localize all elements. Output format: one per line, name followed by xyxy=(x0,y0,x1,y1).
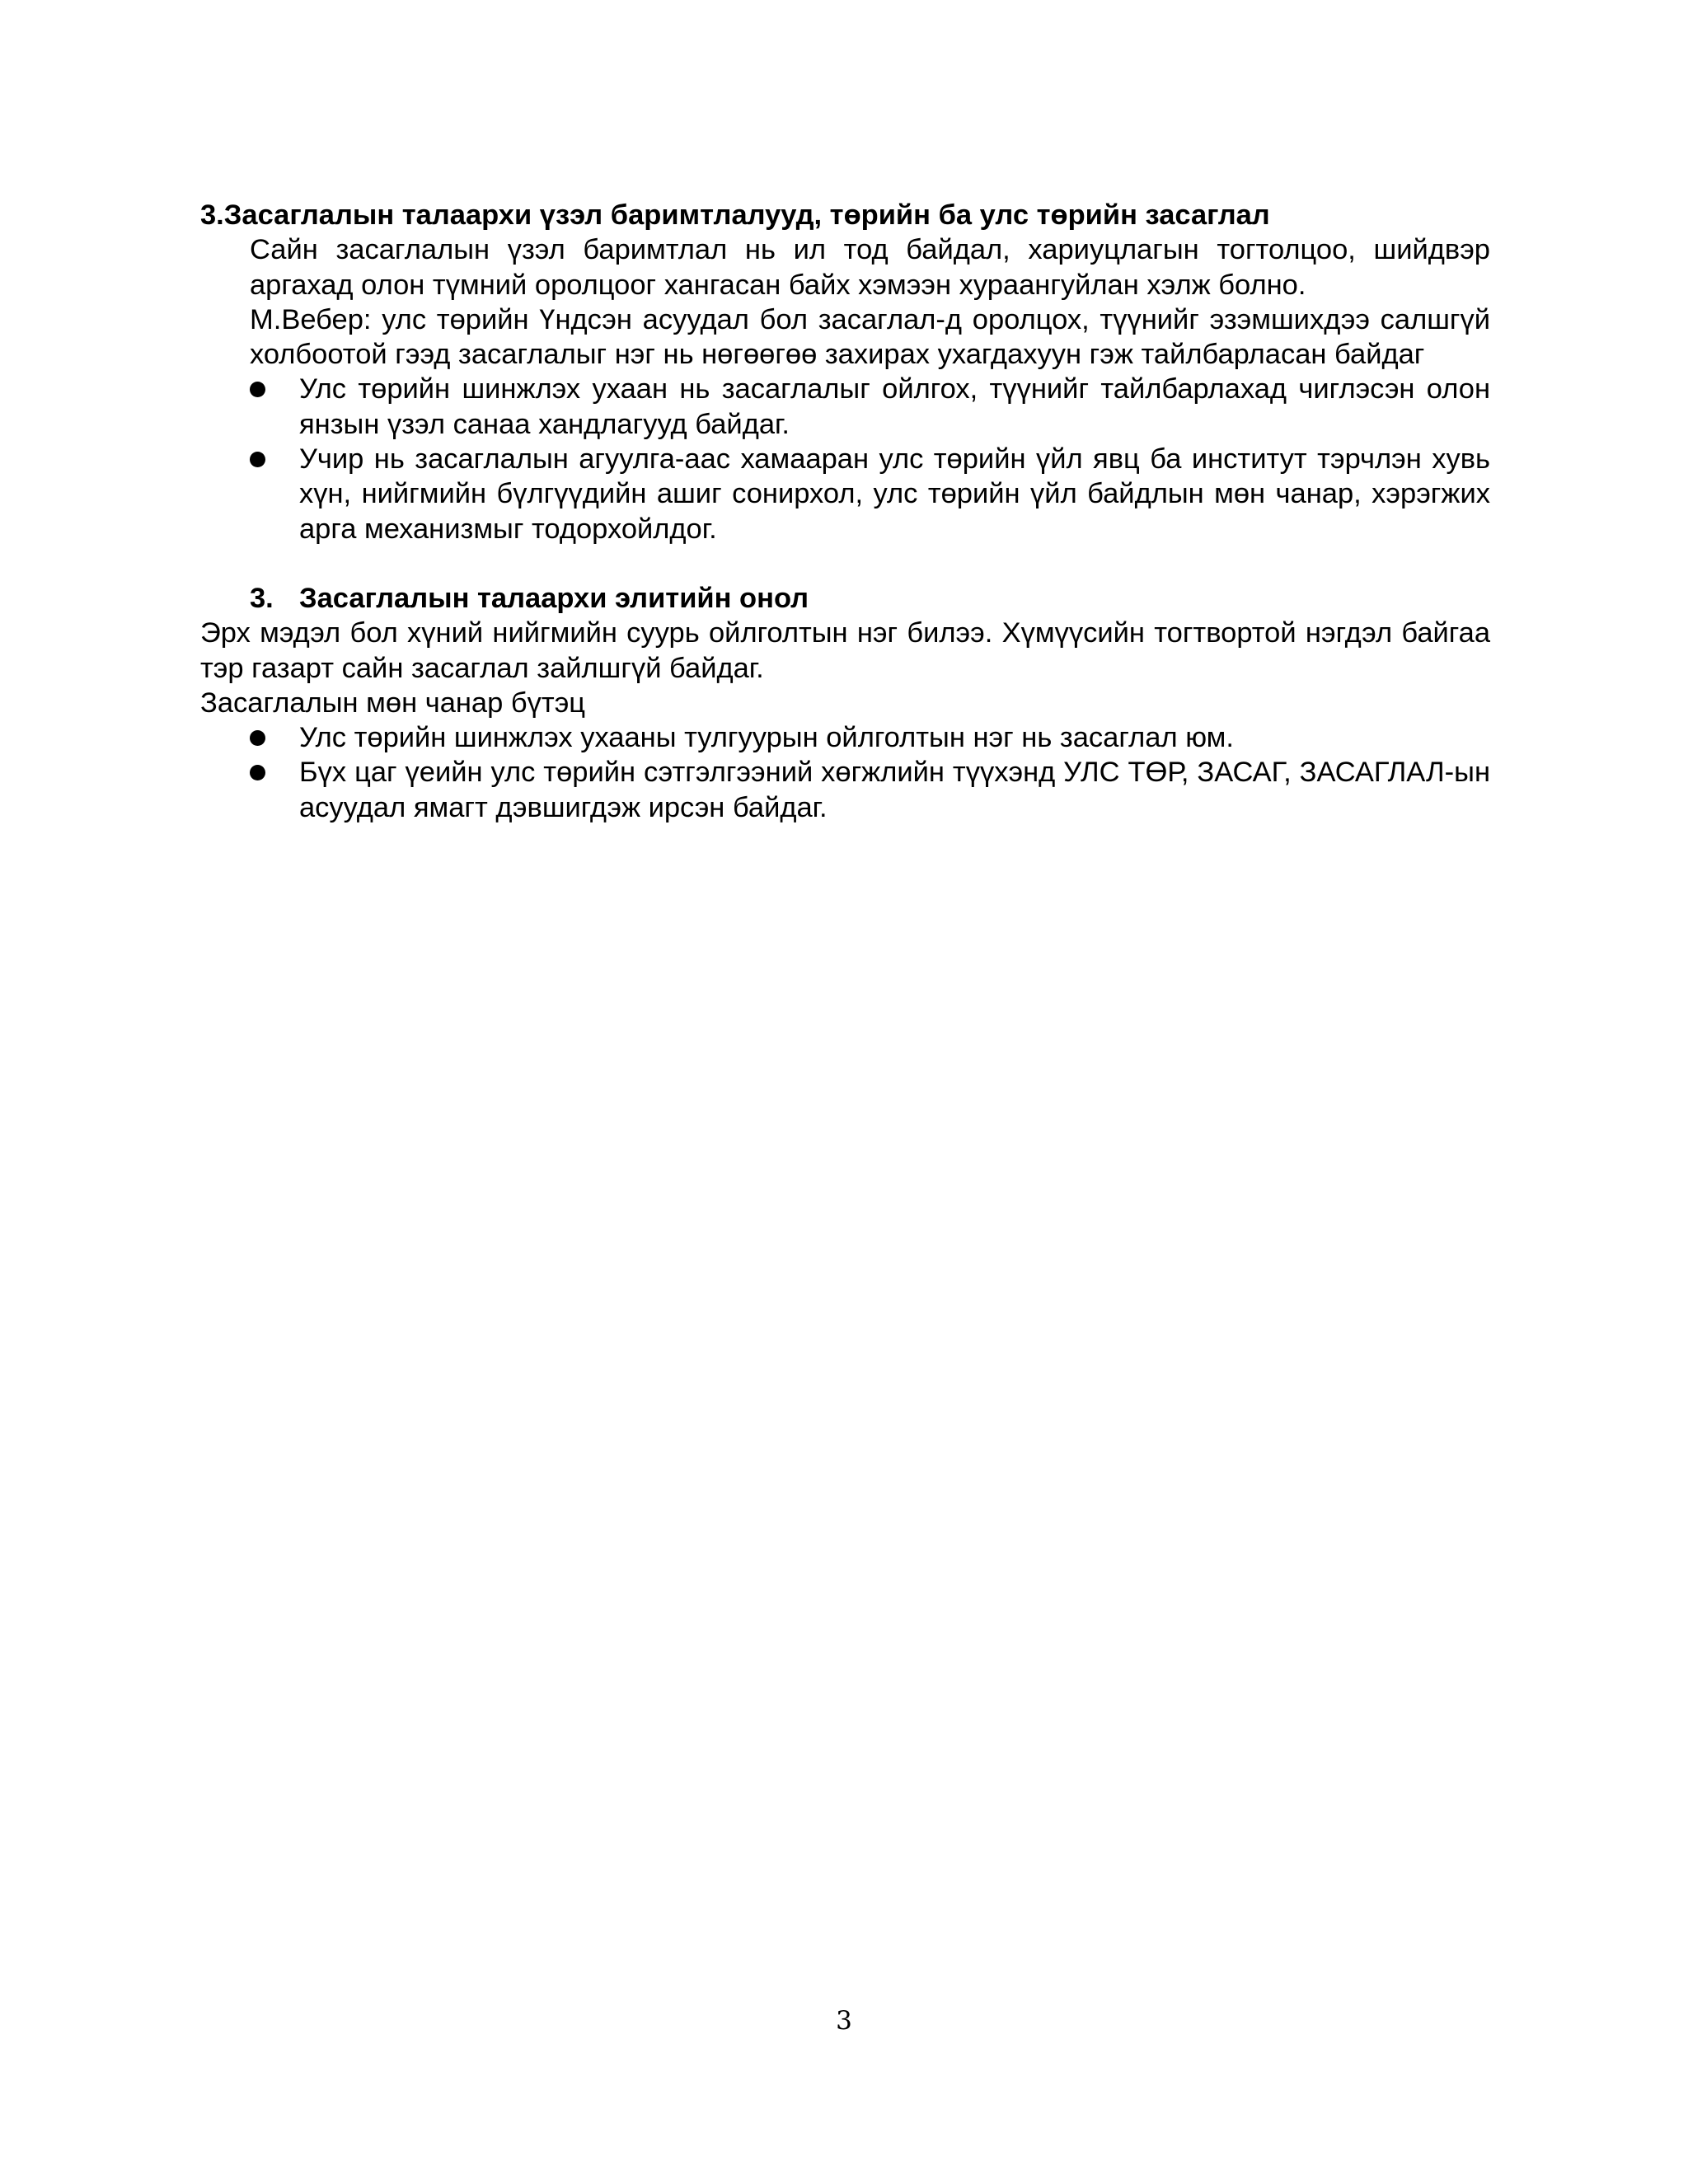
paragraph-power: Эрх мэдэл бол хүний нийгмийн суурь ойлголтын нэг билээ. Хүмүүсийн тогтвортой нэгдэл байгаа тэр газарт сайн засаглал зайлшгүй байдаг. xyxy=(200,617,1490,684)
bullet-list-section1 xyxy=(200,372,1490,546)
bullet-icon xyxy=(250,452,265,467)
section-heading-governance-concepts: 3.Засаглалын талаархи үзэл баримтлалууд, төрийн ба улс төрийн засаглал xyxy=(200,199,1270,231)
paragraph-weber: М.Вебер: улс төрийн Үндсэн асуудал бол засаглал-д оролцох, түүнийг эзэмшихдээ салшгүй холбоотой гээд засаглалыг нэг нь нөгөөгөө захирах ухагдахуун гэж тайлбарласан байдаг xyxy=(250,303,1490,371)
paragraph-good-governance: Сайн засаглалын үзэл баримтлал нь ил тод байдал, хариуцлагын тогтолцоо, шийдвэр аргахад олон түмний оролцоог хангасан байх хэмээн хураангуйлан хэлж болно. xyxy=(250,234,1490,301)
page-number: 3 xyxy=(836,2006,852,2036)
list-item xyxy=(200,372,1490,442)
list-item xyxy=(200,442,1490,546)
list-item-text: Бүх цаг үеийн улс төрийн сэтгэлгээний хөгжлийн түүхэнд УЛС ТӨР, ЗАСАГ, ЗАСАГЛАЛ-ын асуудал ямагт дэвшигдэж ирсэн байдаг. xyxy=(299,757,1490,823)
paragraph-essence: Засаглалын мөн чанар бүтэц xyxy=(200,687,586,719)
section-heading-text: Засаглалын талаархи элитийн онол xyxy=(299,582,809,614)
list-item-text: Улс төрийн шинжлэх ухаан нь засаглалыг ойлгох, түүнийг тайлбарлахад чиглэсэн олон янзын үзэл санаа хандлагууд байдаг. xyxy=(299,373,1490,440)
bullet-icon xyxy=(250,730,265,746)
bullet-icon xyxy=(250,382,265,397)
section-spacer xyxy=(200,546,1490,581)
bullet-icon xyxy=(250,765,265,780)
list-item xyxy=(200,755,1490,825)
list-item-text: Учир нь засаглалын агуулга-аас хамааран улс төрийн үйл явц ба институт тэрчлэн хувь хүн, нийгмийн бүлгүүдийн ашиг сонирхол, улс төрийн үйл байдлын мөн чанар, хэрэгжих арга механизмыг тодорхойлдог. xyxy=(299,443,1490,545)
page-content xyxy=(200,198,1490,825)
list-item-text: Улс төрийн шинжлэх ухааны тулгуурын ойлголтын нэг нь засаглал юм. xyxy=(299,722,1234,754)
bullet-list-section2 xyxy=(200,720,1490,825)
section-heading-elite-theory xyxy=(200,581,1490,616)
section-number: 3. xyxy=(250,582,274,614)
list-item xyxy=(200,720,1490,755)
